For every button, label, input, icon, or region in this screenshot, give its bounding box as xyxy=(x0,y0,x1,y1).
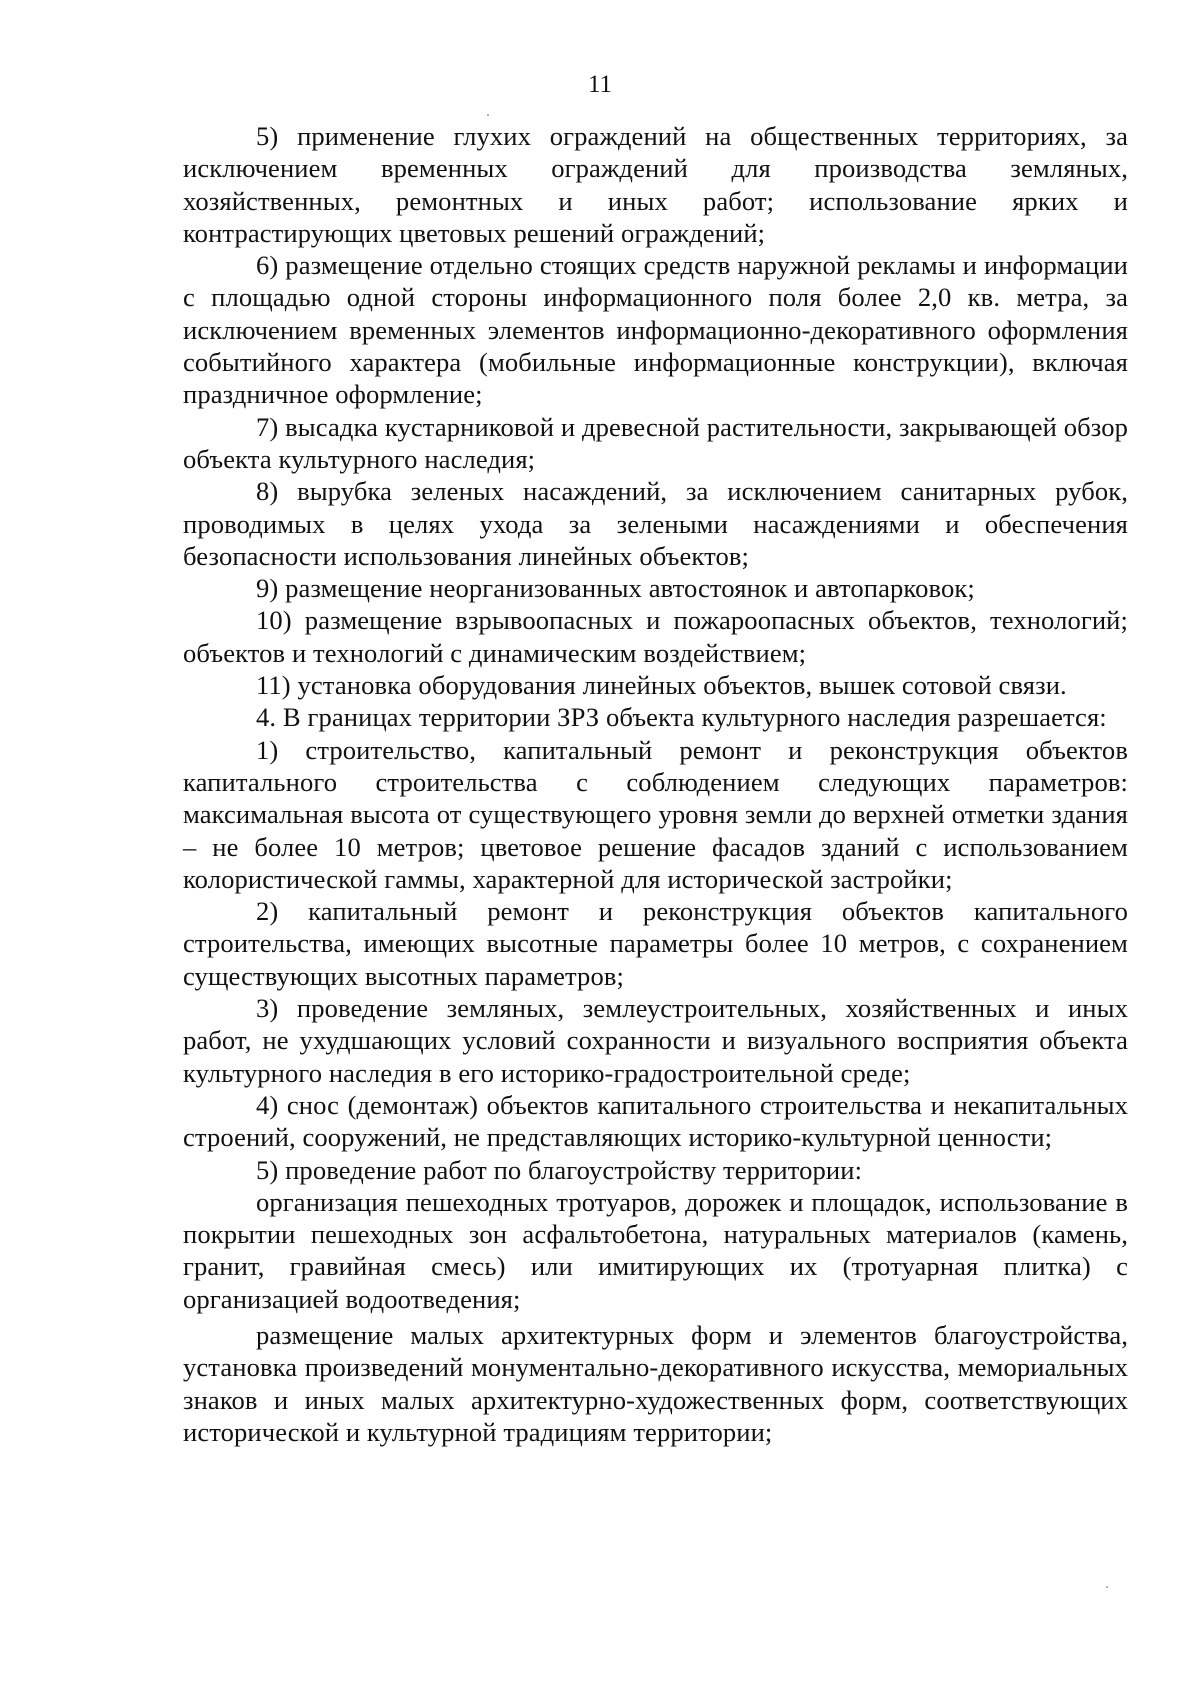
subparagraph-walkways: организация пешеходных тротуаров, дорожек и площадок, использование в покрытии пешеходных зон асфальтобетона, натуральных материалов (камень, гранит, гравийная смесь) или имитирующих их (тротуарная плитка) с организацией водоотведения; xyxy=(183,1186,1128,1314)
paragraph-11-towers: 11) установка оборудования линейных объектов, вышек сотовой связи. xyxy=(256,670,1067,701)
paragraph-2-repair: 2) капитальный ремонт и реконструкция объектов капитального строительства, имеющих высотные параметры более 10 метров, с сохранением существующих высотных параметров; xyxy=(183,896,1128,991)
document-body xyxy=(183,120,1128,1448)
section-4-heading: 4. В границах территории ЗРЗ объекта культурного наследия разрешается: xyxy=(256,702,1107,733)
paragraph-4-demolition: 4) снос (демонтаж) объектов капитального строительства и некапитальных строений, сооружений, не представляющих историко-культурной ценности; xyxy=(183,1089,1128,1153)
subparagraph-small-forms: размещение малых архитектурных форм и элементов благоустройства, установка произведений монументально-декоративного искусства, мемориальных знаков и иных малых архитектурно-художественных форм, соответствующих исторической и культурной традициям территории; xyxy=(183,1319,1128,1447)
paragraph-5-blind-fences: 5) применение глухих ограждений на общественных территориях, за исключением временных ограждений для производства земляных, хозяйственных, ремонтных и иных работ; использование ярких и контрастирующих цветовых решений ограждений; xyxy=(183,121,1128,248)
scan-speck xyxy=(487,114,489,116)
paragraph-7-planting: 7) высадка кустарниковой и древесной растительности, закрывающей обзор объекта культурного наследия; xyxy=(183,411,1128,474)
paragraph-10-hazardous-objects: 10) размещение взрывоопасных и пожароопасных объектов, технологий; объектов и технологий с динамическим воздействием; xyxy=(183,605,1128,668)
page-number: 11 xyxy=(587,71,613,98)
paragraph-8-tree-felling: 8) вырубка зеленых насаждений, за исключением санитарных рубок, проводимых в целях ухода за зелеными насаждениями и обеспечения безопасности использования линейных объектов; xyxy=(183,476,1128,571)
paragraph-6-advertising: 6) размещение отдельно стоящих средств наружной рекламы и информации с площадью одной стороны информационного поля более 2,0 кв. метра, за исключением временных элементов информационно-декоративного оформления событийного характера (мобильные информационные конструкции), включая праздничное оформление; xyxy=(183,250,1128,410)
paragraph-3-earthworks: 3) проведение земляных, землеустроительных, хозяйственных и иных работ, не ухудшающих условий сохранности и визуального восприятия объекта культурного наследия в его историко-градостроительной среде; xyxy=(183,993,1128,1088)
paragraph-1-construction: 1) строительство, капитальный ремонт и реконструкция объектов капитального строительства с соблюдением следующих параметров: максимальная высота от существующего уровня земли до верхней отметки здания – не более 10 метров; цветовое решение фасадов зданий с использованием колористической гаммы, характерной для исторической застройки; xyxy=(183,734,1128,894)
paragraph-5-landscaping: 5) проведение работ по благоустройству территории: xyxy=(256,1154,863,1185)
scan-speck xyxy=(1106,1586,1108,1588)
paragraph-9-parking: 9) размещение неорганизованных автостоянок и автопарковок; xyxy=(256,573,975,604)
